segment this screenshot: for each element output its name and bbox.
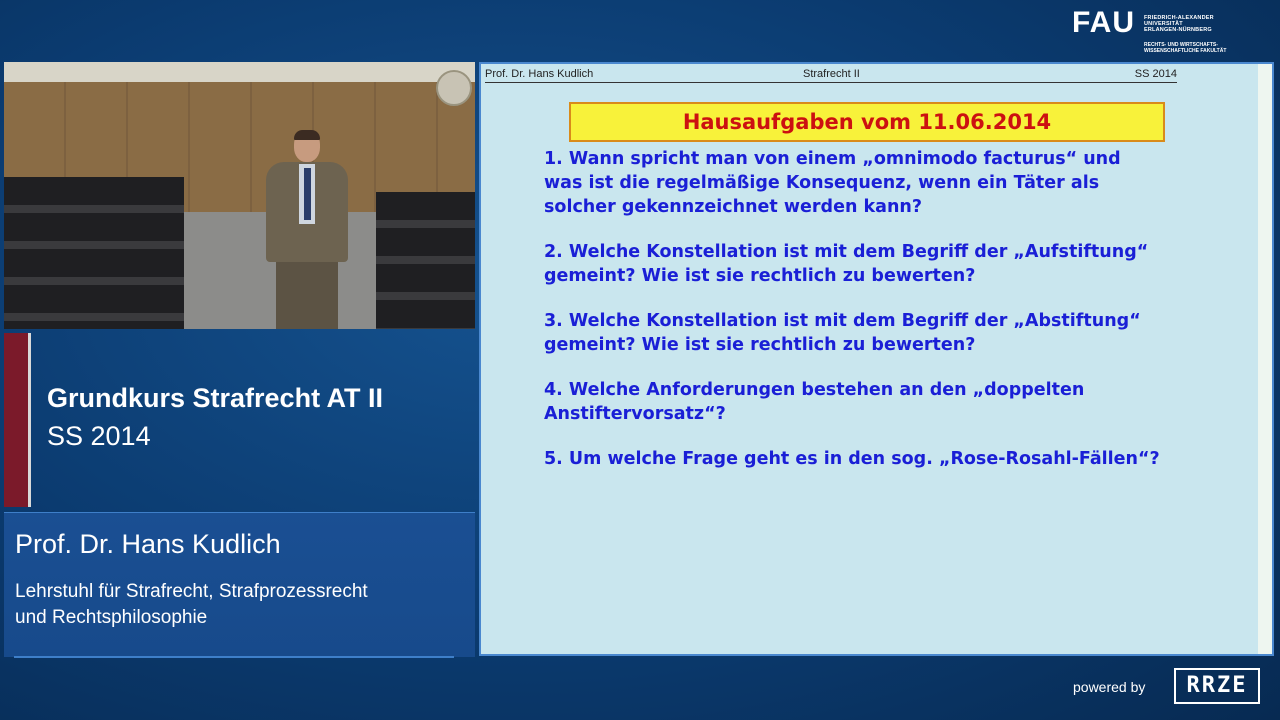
lecturer-chair <box>15 579 455 631</box>
video-seats-left <box>4 177 184 329</box>
fau-logo-name <box>1144 15 1214 34</box>
question-line: 2. Welche Konstellation ist mit dem Begriff der „Aufstiftung“ <box>544 242 1149 262</box>
lecturer-legs <box>276 260 338 329</box>
lecturer-info-panel <box>4 512 475 657</box>
university-seal-icon <box>436 70 472 106</box>
fau-name-line: UNIVERSITÄT <box>1144 21 1183 28</box>
fau-name-line: ERLANGEN-NÜRNBERG <box>1144 27 1212 34</box>
slide-title: Hausaufgaben vom 11.06.2014 <box>569 102 1165 142</box>
video-ceiling <box>4 62 475 82</box>
lecturer-name: Prof. Dr. Hans Kudlich <box>15 529 281 559</box>
question-item <box>544 240 1244 288</box>
question-line: 4. Welche Anforderungen bestehen an den „doppelten <box>544 380 1085 400</box>
question-item <box>544 378 1244 426</box>
question-item <box>544 147 1244 219</box>
course-term: SS 2014 <box>47 421 151 451</box>
chair-line: Lehrstuhl für Strafrecht, Strafprozessrecht <box>15 581 368 602</box>
rrze-logo[interactable] <box>1174 668 1260 704</box>
question-item <box>544 309 1244 357</box>
video-seats-right <box>376 192 475 329</box>
slide-header-course: Strafrecht II <box>803 68 860 80</box>
question-list <box>544 147 1244 492</box>
question-item <box>544 447 1244 471</box>
top-bar <box>0 0 1280 60</box>
slide-header-author: Prof. Dr. Hans Kudlich <box>485 68 594 80</box>
question-line: 3. Welche Konstellation ist mit dem Begriff der „Abstiftung“ <box>544 311 1141 331</box>
fau-logo <box>1072 8 1247 56</box>
lecturer-figure <box>256 130 356 329</box>
slide-header <box>485 68 1177 83</box>
question-line: was ist die regelmäßige Konsequenz, wenn ein Täter als <box>544 173 1100 193</box>
slide-edge <box>1258 64 1272 654</box>
course-title: Grundkurs Strafrecht AT II <box>47 383 384 413</box>
lecturer-hair <box>294 130 320 140</box>
powered-by-label: powered by <box>1073 679 1146 695</box>
accent-bar <box>4 333 28 507</box>
presentation-slide[interactable] <box>479 62 1274 656</box>
chair-line: und Rechtsphilosophie <box>15 607 208 628</box>
question-line: 5. Um welche Frage geht es in den sog. „Rose-Rosahl-Fällen“? <box>544 449 1160 469</box>
fau-logo-letters: FAU <box>1072 6 1135 39</box>
lecture-video[interactable] <box>4 62 475 329</box>
question-line: 1. Wann spricht man von einem „omnimodo facturus“ und <box>544 149 1121 169</box>
lecturer-tie <box>304 168 311 220</box>
question-line: Anstiftervorsatz“? <box>544 404 726 424</box>
rrze-logo-text: RRZE <box>1186 673 1248 698</box>
slide-header-term: SS 2014 <box>1134 68 1177 80</box>
fau-faculty <box>1144 42 1226 54</box>
question-line: gemeint? Wie ist sie rechtlich zu bewerten? <box>544 335 976 355</box>
accent-line <box>28 333 31 507</box>
fau-faculty-line: RECHTS- UND WIRTSCHAFTS- <box>1144 42 1218 48</box>
question-line: solcher gekennzeichnet werden kann? <box>544 197 923 217</box>
fau-name-line: FRIEDRICH-ALEXANDER <box>1144 15 1214 21</box>
fau-faculty-line: WISSENSCHAFTLICHE FAKULTÄT <box>1144 48 1227 54</box>
course-title-block <box>47 378 383 454</box>
question-line: gemeint? Wie ist sie rechtlich zu bewerten? <box>544 266 976 286</box>
